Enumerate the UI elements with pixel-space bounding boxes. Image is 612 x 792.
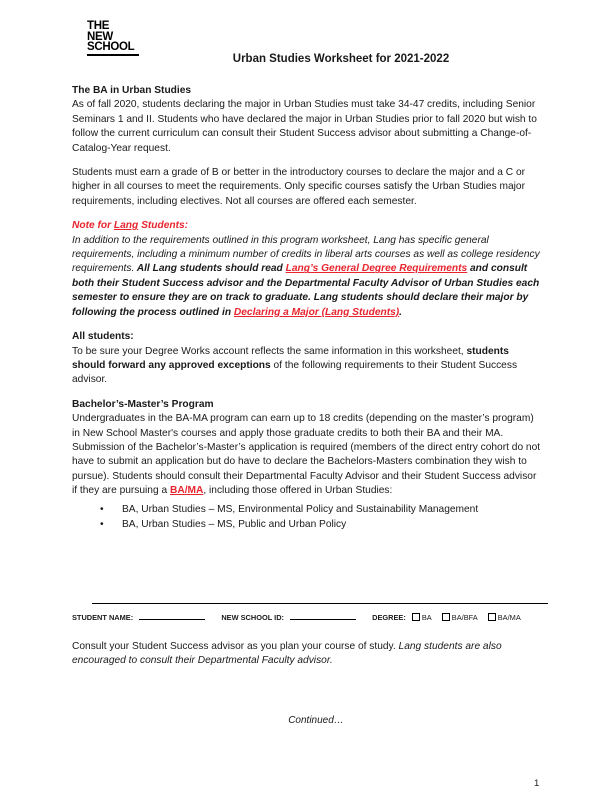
continued-note: Continued… [288,715,344,726]
degree-ba-checkbox[interactable] [412,613,420,621]
bachelors-masters-heading: Bachelor’s-Master’s Program [72,398,214,410]
degree-ba-ma-label: BA/MA [497,613,521,622]
new-school-logo: THE NEW SCHOOL [87,21,139,56]
list-item: • BA, Urban Studies – MS, Environmental Policy and Sustainability Management [122,503,542,517]
ba-section [72,84,542,156]
degree-label: DEGREE: [372,613,406,622]
declaring-major-link[interactable]: Declaring a Major (Lang Students) [233,306,400,318]
school-id-field[interactable] [290,612,356,620]
lang-degree-requirements-link[interactable]: Lang’s General Degree Requirements [285,263,468,275]
ba-ma-program-list [72,503,542,533]
degree-ba-label: BA [421,613,432,622]
consult-advisor-text: Consult your Student Success advisor as you plan your course of study. Lang students are also encouraged to consult their Departmental Faculty advisor. [72,641,502,667]
lang-text-2: All Lang students should read [134,263,286,275]
bachelors-masters-section: Bachelor’s-Master’s Program Undergraduates in the BA-MA program can earn up to 18 credits (depending on the master’s program) in New School Master's courses and apply those graduate credits to both their BA and their MA. Submission of the Bachelor’s-Master’s application is required (members of the direct entry cohort do not have to submit an application but do have to declare the Bachelors-Masters combination they wish to pursue). Students should consult their Departmental Faculty Advisor and their Student Success advisor if they are pursuing a BA/MA, including those offered in Urban Studies: [72,398,541,497]
student-name-field[interactable] [139,612,205,620]
student-info-fields [72,612,552,622]
all-students-heading: All students: [72,331,134,343]
page-title: Urban Studies Worksheet for 2021-2022 [232,53,450,65]
page-number: 1 [534,778,540,789]
all-students-section: All students: To be sure your Degree Works account reflects the same information in this worksheet, students should forward any approved exceptions of the following requirements to their Student Success advisor. [72,330,542,388]
degree-ba-bfa-label: BA/BFA [451,613,478,622]
divider [92,603,548,604]
ba-paragraph-1: As of fall 2020, students declaring the major in Urban Studies must take 34-47 credits, including Senior Seminars 1 and II. Students who have declared the major in Urban Studies prior to fall 2020 but wish to follow the current curriculum can consult their Student Success advisor about submitting a Change-of-Catalog-Year request. [72,99,537,154]
ba-ma-link[interactable]: BA/MA [169,485,204,497]
degree-ba-bfa-checkbox[interactable] [442,613,450,621]
lang-section: Note for Lang Students: In addition to the requirements outlined in this program worksheet, Lang has specific general requirements, including a minimum number of credits in liberal arts courses as well as college residency requirements. All Lang students should read Lang’s General Degree Requirements and consult both their Student Success advisor and the Departmental Faculty Advisor of Urban Studies each semester to ensure they are on track to graduate. Lang students should declare their major by following the process outlined in Declaring a Major (Lang Students). [72,219,542,320]
approved-exceptions-text: students should forward any approved exceptions [72,345,509,371]
main-content [72,84,542,533]
lang-text-3: and consult both their Student Success advisor and the Departmental Faculty Advisor of Urban Studies each semester to ensure they are on track to graduate. Lang students should declare their major by following the process outlined in [72,263,540,318]
student-name-label: STUDENT NAME: [72,613,134,622]
degree-ba-ma-checkbox[interactable] [488,613,496,621]
school-id-label: NEW SCHOOL ID: [221,613,284,622]
ba-paragraph-2: Students must earn a grade of B or better in the introductory courses to declare the major and a C or higher in all courses to meet the requirements. Only specific courses satisfy the Urban Studies major requirements, including electives. Not all courses are offered each semester. [72,167,526,207]
list-item: • BA, Urban Studies – MS, Public and Urban Policy [122,518,542,532]
lang-note-heading: Note for Lang Students: [72,220,189,232]
lang-text-1: In addition to the requirements outlined in this program worksheet, Lang has specific general requirements, including a minimum number of credits in liberal arts courses as well as college residency requirements. [72,234,540,275]
ba-heading: The BA in Urban Studies [72,85,192,96]
